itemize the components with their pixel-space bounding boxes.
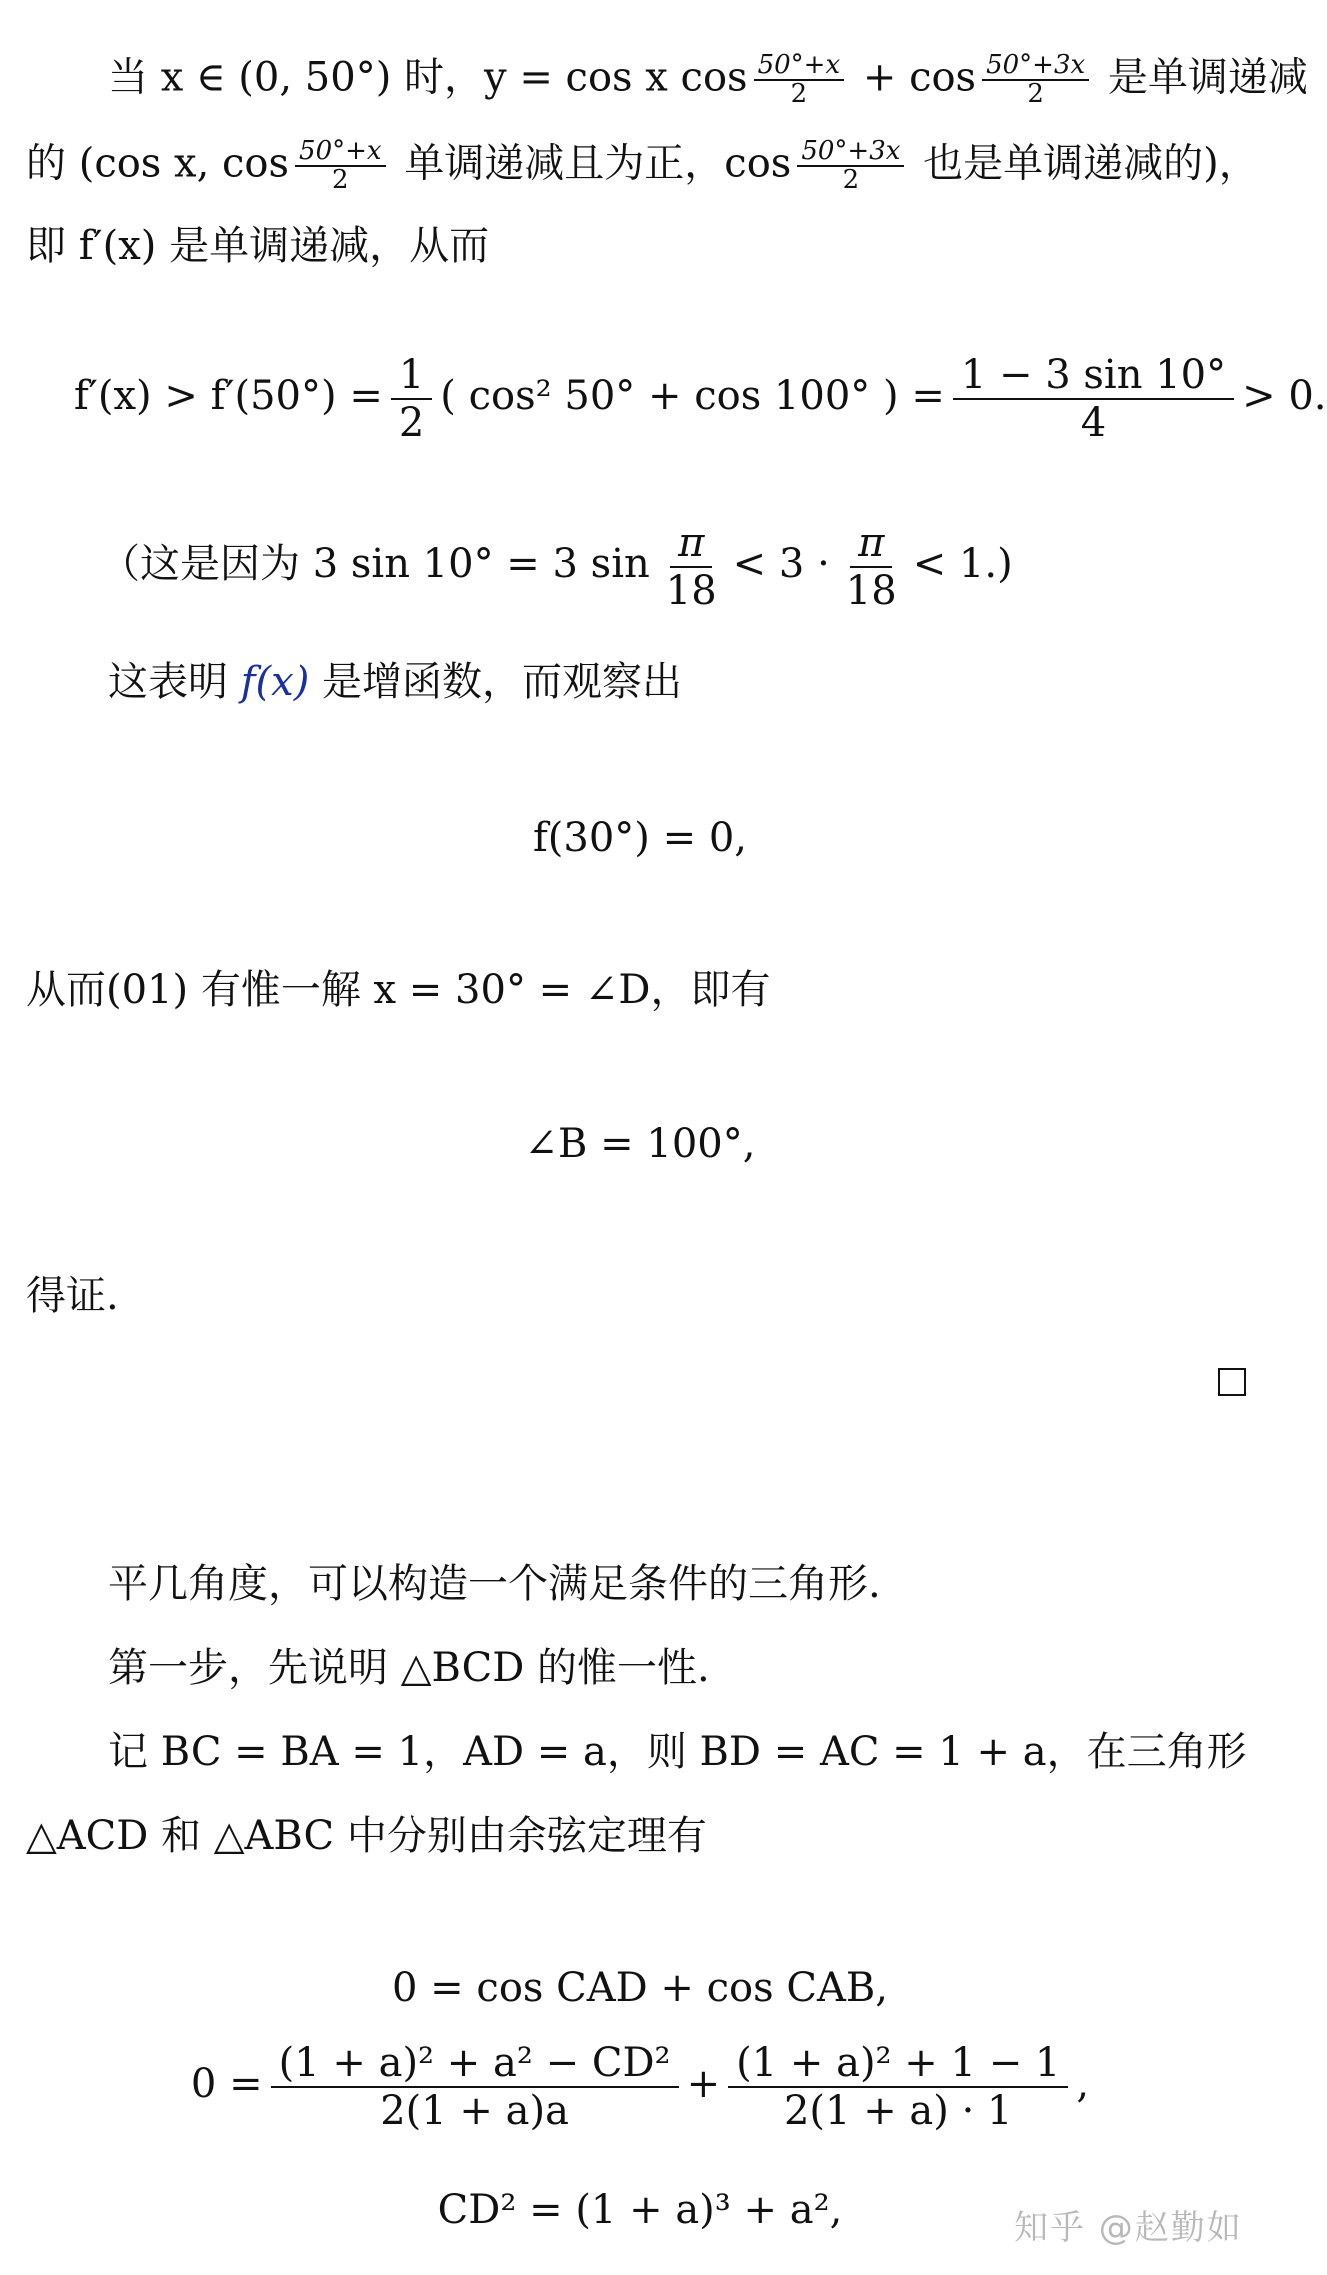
- fraction-numerator: 50°+3x: [797, 138, 904, 167]
- text-line-4: [108, 658, 682, 706]
- qed-box-icon: [1218, 1368, 1246, 1396]
- display-fraction: [271, 2040, 679, 2134]
- equation-part: ( cos² 50° + cos 100° ) =: [440, 373, 945, 419]
- inline-fraction: [754, 52, 845, 109]
- fraction-numerator: (1 + a)² + 1 − 1: [728, 2040, 1068, 2088]
- text-run: 这表明: [108, 659, 228, 705]
- fraction-denominator: 4: [1080, 400, 1107, 446]
- inline-fraction: [982, 52, 1089, 109]
- fraction-numerator: 50°+3x: [982, 52, 1089, 81]
- equation-6: CD² = (1 + a)³ + a²,: [437, 2187, 843, 2233]
- fraction-denominator: 2: [398, 400, 425, 446]
- text-run: 是增函数，而观察出: [322, 659, 683, 705]
- note-line: [100, 520, 1013, 614]
- text-line-2: [26, 138, 1259, 195]
- fraction-numerator: 50°+x: [295, 138, 386, 167]
- inline-fraction: [797, 138, 904, 195]
- fraction-denominator: 18: [665, 568, 717, 614]
- fraction-denominator: 18: [845, 568, 897, 614]
- text-line-7: 平几角度，可以构造一个满足条件的三角形.: [108, 1561, 881, 1607]
- text-line-5: 从而(01) 有惟一解 x = 30° = ∠D，即有: [26, 967, 771, 1013]
- display-fraction: [953, 352, 1234, 446]
- fraction-denominator: 2: [842, 165, 860, 196]
- watermark: 知乎 @赵勤如: [1014, 2208, 1243, 2248]
- equation-part: 0 =: [190, 2061, 263, 2107]
- equation-1: [74, 352, 1327, 446]
- text-run: 是单调递减: [1107, 54, 1308, 101]
- fraction-numerator: (1 + a)² + a² − CD²: [271, 2040, 679, 2088]
- text-run: < 3 ·: [732, 541, 830, 587]
- fraction-numerator: 1: [391, 352, 432, 400]
- text-line-1: [108, 52, 1308, 109]
- display-fraction: [838, 520, 905, 614]
- equation-part: f′(x) > f′(50°) =: [74, 373, 383, 419]
- display-fraction: [728, 2040, 1068, 2134]
- text-run: < 1.): [912, 541, 1013, 587]
- equation-5: [0, 2040, 1280, 2134]
- text-line-3: 即 f′(x) 是单调递减，从而: [26, 223, 490, 269]
- equation-part: +: [686, 2061, 721, 2107]
- text-run: + cos: [862, 54, 977, 101]
- inline-fraction: [295, 138, 386, 195]
- equation-2: f(30°) = 0,: [532, 815, 748, 861]
- equation-3: ∠B = 100°,: [524, 1121, 756, 1167]
- fraction-numerator: π: [850, 520, 892, 568]
- text-line-9: 记 BC = BA = 1，AD = a，则 BD = AC = 1 + a，在三角形: [108, 1729, 1247, 1775]
- equation-part: > 0.: [1242, 373, 1327, 419]
- fraction-numerator: 50°+x: [754, 52, 845, 81]
- fraction-denominator: 2: [790, 79, 808, 110]
- text-run: 单调递减且为正，cos: [404, 140, 792, 187]
- text-run: 也是单调递减的)，: [923, 140, 1259, 187]
- fraction-denominator: 2(1 + a) · 1: [783, 2088, 1013, 2134]
- text-line-10: △ACD 和 △ABC 中分别由余弦定理有: [26, 1813, 707, 1859]
- text-run: 当 x ∈ (0, 50°) 时，y = cos x cos: [108, 54, 748, 101]
- equation-4: 0 = cos CAD + cos CAB,: [392, 1965, 888, 2011]
- text-run: 的 (cos x, cos: [26, 140, 290, 187]
- fraction-numerator: 1 − 3 sin 10°: [953, 352, 1234, 400]
- fraction-numerator: π: [670, 520, 712, 568]
- equation-part: ,: [1076, 2061, 1090, 2107]
- display-fraction: [391, 352, 432, 446]
- display-fraction: [658, 520, 725, 614]
- function-reference: f(x): [240, 659, 310, 705]
- text-run: （这是因为 3 sin 10° = 3 sin: [100, 541, 650, 587]
- text-line-6: 得证.: [26, 1273, 119, 1319]
- fraction-denominator: 2: [332, 165, 349, 196]
- fraction-denominator: 2: [1027, 79, 1044, 110]
- text-line-8: 第一步，先说明 △BCD 的惟一性.: [108, 1645, 710, 1691]
- fraction-denominator: 2(1 + a)a: [380, 2088, 569, 2134]
